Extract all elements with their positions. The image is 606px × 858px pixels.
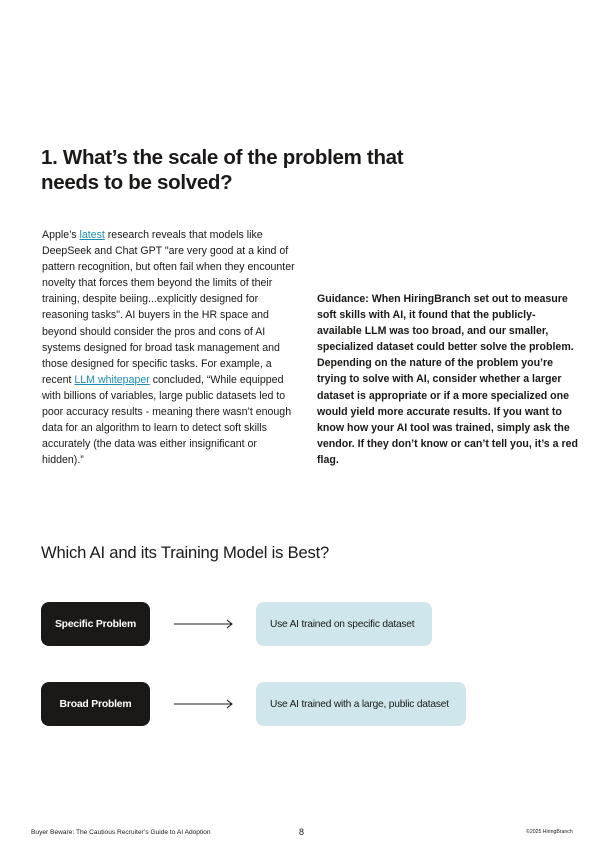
specific-problem-box: Specific Problem [41, 602, 150, 646]
body-text-3: concluded, “While equipped with billions of variables, large public datasets led to poor accuracy results - meaning there wasn’t enough data for an algorithm to learn to detect soft skills accurately (the data was either insignificant or hidden).” [42, 373, 292, 467]
footer-document-title: Buyer Beware: The Cautious Recruiter’s Guide to AI Adoption [31, 829, 211, 836]
section-heading-line2: needs to be solved? [41, 171, 233, 194]
broad-problem-box: Broad Problem [41, 682, 150, 726]
arrow-right-icon [173, 699, 235, 709]
body-text-2: research reveals that models like DeepSeek and Chat GPT "are very good at a kind of pattern recognition, but often fail when they encounter novelty that forces them beyond the limits of their training, despite beiing...explicitly designed for reasoning tasks". AI buyers in the HR space and beyond should consider the pros and cons of AI systems designed for broad task management and those designed for specific tasks. For example, a recent [42, 229, 295, 386]
guidance-paragraph: Guidance: When HiringBranch set out to measure soft skills with AI, it found that the publicly-available LLM was too broad, and our smaller, specialized dataset could better solve the problem. Depending on the nature of the problem you’re trying to solve with AI, consider whether a larger dataset is appropriate or if a more specialized one would yield more accurate results. If you want to know how your AI tool was trained, simply ask the vendor. If they don’t know or can’t tell you, it’s a red flag. [317, 293, 578, 466]
page-number: 8 [299, 827, 305, 837]
specific-dataset-box: Use AI trained on specific dataset [256, 602, 432, 646]
latest-research-link[interactable]: latest [79, 229, 105, 241]
body-text-1: Apple’s [42, 229, 80, 241]
public-dataset-box: Use AI trained with a large, public dataset [256, 682, 466, 726]
arrow-right-icon [173, 619, 235, 629]
body-paragraph [42, 227, 300, 468]
footer-copyright: ©2025 HiringBranch [526, 829, 573, 835]
section-heading-line1: 1. What’s the scale of the problem that [41, 146, 404, 169]
section-heading [41, 145, 441, 195]
diagram-title: Which AI and its Training Model is Best? [41, 543, 330, 562]
llm-whitepaper-link[interactable]: LLM whitepaper [74, 373, 150, 386]
